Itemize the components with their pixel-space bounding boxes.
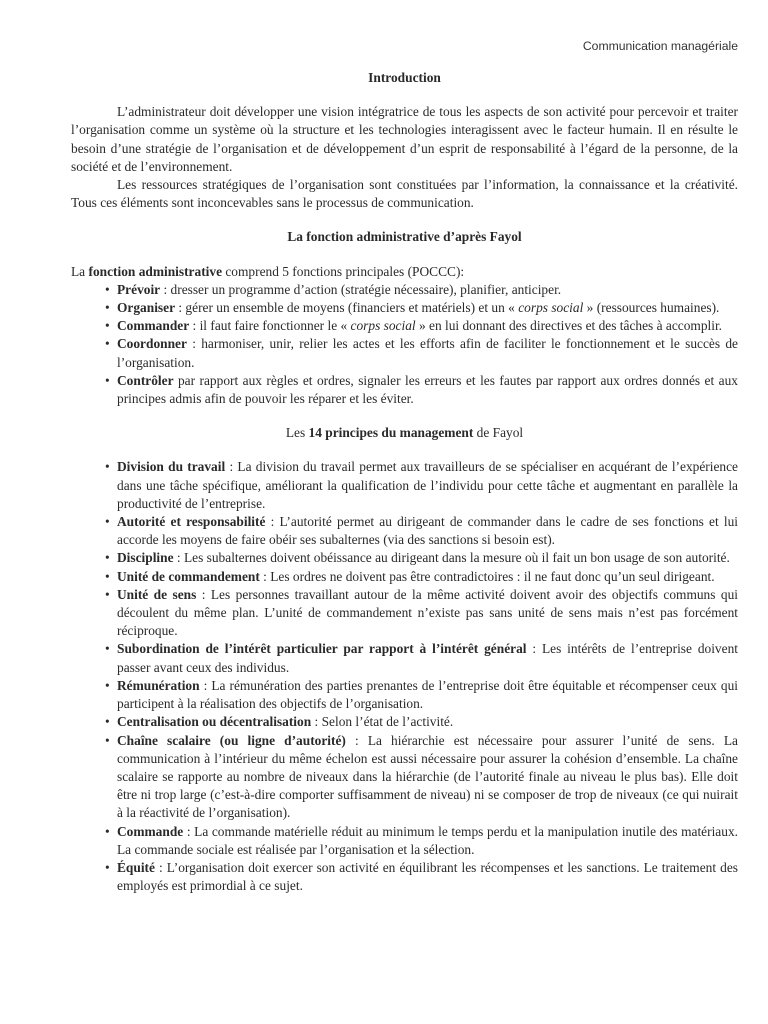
bullet-icon: • [105,732,110,748]
item-text: par rapport aux règles et ordres, signaler les erreurs et les fautes par rapport aux ordres donnés et aux principes admis afin de pouvoir les réparer et les éviter. [117,372,738,407]
item-term: Coordonner [117,336,187,352]
bullet-icon: • [105,318,110,334]
bullet-icon: • [105,300,110,316]
list-item [105,372,738,408]
item-term: Unité de commandement [117,568,260,584]
fayol-functions-list [105,281,738,408]
fayol-lead-pre: La [71,263,89,279]
bullet-icon: • [105,514,110,530]
bullet-icon: • [105,372,110,388]
item-text: : Les ordres ne doivent pas être contradictoires : il ne faut donc qu’un seul dirigeant. [259,568,715,584]
list-item [105,677,738,713]
item-text: » en lui donnant des directives et des tâches à accomplir. [415,318,723,334]
fayol-lead [71,263,738,281]
item-text: : Selon l’état de l’activité. [311,714,454,730]
item-term: Division du travail [117,459,226,475]
list-item [105,281,738,299]
item-term: Autorité et responsabilité [117,514,266,530]
item-text: : L’autorité permet au dirigeant de commander dans le cadre de ses fonctions et lui accorde les moyens de faire obéir ses subalternes (via des sanctions si besoin est). [117,514,738,548]
item-text: : Les personnes travaillant autour de la même activité doivent avoir des objectifs communs qui découlent du même plan. L’unité de commandement n’existe pas sans unité de sens mais n’est pas forcément réciproque. [117,586,738,639]
list-item [105,458,738,513]
item-text: : La division du travail permet aux travailleurs de se spécialiser en acquérant de l’expérience dans une tâche spécifique, améliorant la qualification de l’individu pour cette tâche et augmentant en parallèle la productivité de l’entreprise. [117,459,738,511]
bullet-icon: • [105,641,110,657]
item-text: : La commande matérielle réduit au minimum le temps perdu et la manipulation inutile des matériaux. La commande sociale est réalisée par l’organisation et la sélection. [117,823,738,857]
list-item [105,549,738,567]
bullet-icon: • [105,714,110,730]
item-italic: corps social [518,300,584,316]
bullet-icon: • [105,550,110,566]
bullet-icon: • [105,677,110,693]
fayol-title: La fonction administrative d’après Fayol [287,229,522,245]
item-term: Discipline [117,550,174,566]
list-item [105,586,738,641]
item-term: Rémunération [117,677,200,693]
intro-title: Introduction [368,70,441,85]
item-text: : il faut faire fonctionner le « [189,318,351,334]
principles-title [71,424,738,442]
item-term: Équité [117,859,155,875]
bullet-icon: • [105,586,110,602]
item-italic: corps social [350,318,416,334]
item-term: Centralisation ou décentralisation [117,714,312,730]
list-item [105,859,738,895]
list-item [105,640,738,676]
item-text: : La hiérarchie est nécessaire pour assurer l’unité de sens. La communication à l’intérieur du même échelon est aussi nécessaire pour assurer la cohésion d’ensemble. La chaîne scalaire se rapporte au nombre de niveaux dans la hiérarchie (de l’autorité finale au niveau le plus bas). Elle doit être ni trop large (c’est-à-dire comporter suffisamment de niveau) ni se composer de trop de niveaux (ce qui nuirait à la réactivité de l’organisation). [117,732,738,821]
item-text: : dresser un programme d’action (stratégie nécessaire), planifier, anticiper. [160,281,562,297]
intro-paragraph-1: L’administrateur doit développer une vision intégratrice de tous les aspects de son activité pour percevoir et traiter l’organisation comme un système où la structure et les technologies interagissent avec le facteur humain. Il en résulte le besoin d’une stratégie de l’organisation et de développement d’un esprit de responsabilité à l’égard de la personne, de la société et de l’environnement. [71,104,738,174]
principles-list [105,458,738,895]
list-item [105,568,738,586]
bullet-icon: • [105,281,110,297]
document-body [71,69,738,895]
list-item [105,299,738,317]
list-item [105,317,738,335]
item-term: Commander [117,318,190,334]
list-item [105,335,738,371]
principles-title-pre: Les [285,425,309,441]
bullet-icon: • [105,823,110,839]
item-term: Contrôler [117,372,174,388]
item-text: : La rémunération des parties prenantes de l’entreprise doit être équitable et récompenser ceux qui participent à la réalisation des objectifs de l’organisation. [117,677,738,712]
item-term: Prévoir [117,281,161,297]
item-term: Commande [117,823,184,839]
item-term: Organiser [117,300,176,316]
list-item [105,732,738,823]
item-term: Subordination de l’intérêt particulier par rapport à l’intérêt général [117,641,527,657]
bullet-icon: • [105,859,110,875]
list-item [105,713,738,731]
bullet-icon: • [105,568,110,584]
intro-paragraph-2: Les ressources stratégiques de l’organisation sont constituées par l’information, la connaissance et la créativité. Tous ces éléments sont inconcevables sans le processus de communication. [71,177,738,211]
bullet-icon: • [105,459,110,475]
item-text: : Les intérêts de l’entreprise doivent passer avant ceux des individus. [117,641,738,675]
item-term: Unité de sens [117,586,197,602]
fayol-lead-bold: fonction administrative [88,263,223,279]
item-term: Chaîne scalaire (ou ligne d’autorité) [117,732,346,748]
list-item [105,513,738,549]
bullet-icon: • [105,336,110,352]
principles-title-post: de Fayol [473,425,524,441]
item-text: : L’organisation doit exercer son activité en équilibrant les récompenses et les sanctions. Le traitement des employés est primordial à ce sujet. [117,859,738,894]
item-text: : gérer un ensemble de moyens (financiers et matériels) et un « [175,300,519,316]
running-header: Communication managériale [582,39,738,53]
principles-title-bold: 14 principes du management [308,425,474,441]
list-item [105,823,738,859]
item-text: : harmoniser, unir, relier les actes et les efforts afin de faciliter le fonctionnement et le succès de l’organisation. [117,336,738,370]
item-text: » (ressources humaines). [583,300,720,316]
fayol-lead-post: comprend 5 fonctions principales (POCCC): [222,263,465,279]
item-text: : Les subalternes doivent obéissance au dirigeant dans la mesure où il fait un bon usage de son autorité. [173,550,730,566]
